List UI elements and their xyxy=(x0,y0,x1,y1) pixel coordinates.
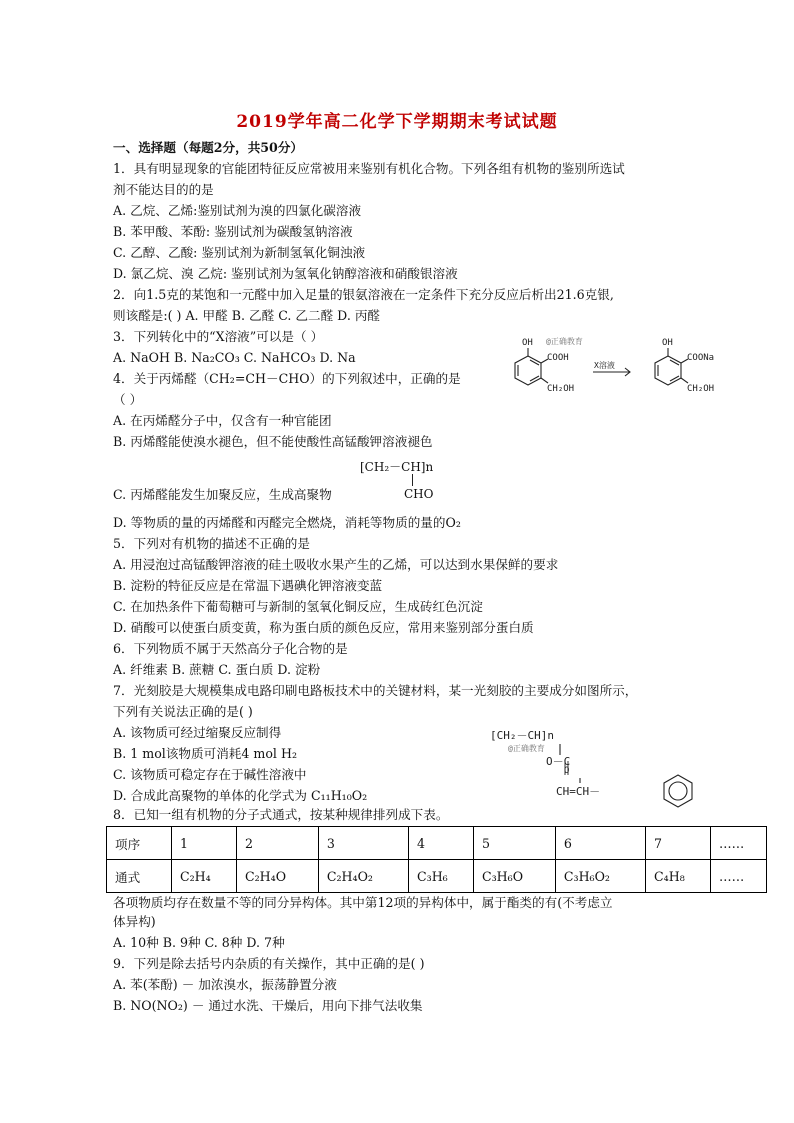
table-cell: 2 xyxy=(236,827,318,860)
q1-option-d: D. 氯乙烷、溴 乙烷: 鉴别试剂为氢氧化钠醇溶液和硝酸银溶液 xyxy=(113,266,458,281)
table-cell: C₂H₄ xyxy=(172,860,237,893)
table-cell: C₃H₆ xyxy=(409,860,474,893)
q9-option-a: A. 苯(苯酚) － 加浓溴水，振荡静置分液 xyxy=(113,977,337,992)
q7-option-d: D. 合成此高聚物的单体的化学式为 C₁₁H₁₀O₂ xyxy=(113,788,368,803)
q3-right-oh-label: OH xyxy=(662,338,673,348)
q4-polymer-main: [CH₂－CH]n xyxy=(360,460,434,474)
q3-right-ch2oh-label: CH₂OH xyxy=(687,384,715,394)
q3-options: A. NaOH B. Na₂CO₃ C. NaHCO₃ D. Na xyxy=(113,350,356,365)
q5-option-c: C. 在加热条件下葡萄糖可与新制的氢氧化铜反应，生成砖红色沉淀 xyxy=(113,599,483,614)
q7-stem-line1: 7．光刻胶是大规模集成电路印刷电路板技术中的关键材料，某一光刻胶的主要成分如图所示， xyxy=(113,683,638,698)
table-row xyxy=(107,860,767,893)
q4-polymer-side: CHO xyxy=(404,487,434,501)
q3-stem: 3．下列转化中的“X溶液”可以是（ ） xyxy=(113,329,324,344)
q7-stem-line2: 下列有关说法正确的是( ) xyxy=(113,704,253,719)
q9-stem: 9．下列是除去括号内杂质的有关操作，其中正确的是( ) xyxy=(113,956,425,971)
q4-stem-line1: 4．关于丙烯醛（CH₂=CH－CHO）的下列叙述中，正确的是 xyxy=(113,371,461,386)
q5-option-b: B. 淀粉的特征反应是在常温下遇碘化钾溶液变蓝 xyxy=(113,578,383,593)
q8-formula-table xyxy=(106,826,767,893)
q3-left-cooh-label: COOH xyxy=(547,353,569,363)
q3-right-coona-label: COONa xyxy=(687,353,715,363)
table-cell: 6 xyxy=(555,827,645,860)
table-cell: …… xyxy=(711,860,767,893)
q5-stem: 5．下列对有机物的描述不正确的是 xyxy=(113,536,310,551)
q7-o-link: O－C xyxy=(546,755,571,768)
table-cell: 项序 xyxy=(107,827,172,860)
q7-structure-diagram xyxy=(488,725,728,810)
q1-option-a: A. 乙烷、乙烯:鉴别试剂为溴的四氯化碳溶液 xyxy=(113,203,362,218)
q3-watermark: @正确教育 xyxy=(546,337,583,346)
q7-option-c: C. 该物质可稳定存在于碱性溶液中 xyxy=(113,767,307,782)
q4-stem-line2: （ ） xyxy=(113,392,143,407)
table-cell: 4 xyxy=(409,827,474,860)
table-row xyxy=(107,827,767,860)
q6-options: A. 纤维素 B. 蔗糖 C. 蛋白质 D. 淀粉 xyxy=(113,662,321,677)
table-cell: C₂H₄O₂ xyxy=(318,860,408,893)
section-heading: 一、选择题（每题2分，共50分） xyxy=(113,140,304,155)
q3-left-oh-label: OH xyxy=(522,338,533,348)
q7-option-a: A. 该物质可经过缩聚反应制得 xyxy=(113,725,282,740)
exam-title: 2019学年高二化学下学期期末考试试题 xyxy=(236,112,558,132)
table-cell: C₂H₄O xyxy=(236,860,318,893)
q8-stem: 8．已知一组有机物的分子式通式，按某种规律排列成下表。 xyxy=(113,807,449,822)
q2-stem-line1: 2．向1.5克的某饱和一元醛中加入足量的银氨溶液在一定条件下充分反应后析出21.6克银, xyxy=(113,287,614,302)
q4-option-b: B. 丙烯醛能使溴水褪色，但不能使酸性高锰酸钾溶液褪色 xyxy=(113,434,433,449)
table-cell: …… xyxy=(711,827,767,860)
table-cell: 5 xyxy=(474,827,556,860)
q8-after-line1: 各项物质均存在数量不等的同分异构体。其中第12项的异构体中，属于酯类的有(不考虑立 xyxy=(113,895,613,910)
q1-option-b: B. 苯甲酸、苯酚: 鉴别试剂为碳酸氢钠溶液 xyxy=(113,224,353,239)
q3-arrow-label: X溶液 xyxy=(594,361,615,370)
table-cell: C₃H₆O xyxy=(474,860,556,893)
table-cell: C₄H₈ xyxy=(646,860,711,893)
table-cell: C₃H₆O₂ xyxy=(555,860,645,893)
table-cell: 7 xyxy=(646,827,711,860)
table-cell: 3 xyxy=(318,827,408,860)
q5-option-a: A. 用浸泡过高锰酸钾溶液的硅土吸收水果产生的乙烯，可以达到水果保鲜的要求 xyxy=(113,557,559,572)
q3-left-ch2oh-label: CH₂OH xyxy=(547,384,575,394)
q7-watermark: @正确教育 xyxy=(508,744,545,753)
q1-stem-line2: 剂不能达目的的是 xyxy=(113,182,214,197)
q4-option-d: D. 等物质的量的丙烯醛和丙醛完全燃烧，消耗等物质的量的O₂ xyxy=(113,515,461,530)
q1-stem-line1: 1．具有明显现象的官能团特征反应常被用来鉴别有机化合物。下列各组有机物的鉴别所选试 xyxy=(113,161,625,176)
q2-stem-line2: 则该醛是:( ) A. 甲醛 B. 乙醛 C. 乙二醛 D. 丙醛 xyxy=(113,308,381,323)
q4-option-c: C. 丙烯醛能发生加聚反应，生成高聚物 xyxy=(113,487,332,502)
q5-option-d: D. 硝酸可以使蛋白质变黄，称为蛋白质的颜色反应，常用来鉴别部分蛋白质 xyxy=(113,620,534,635)
q7-carbonyl-o: O xyxy=(564,766,570,776)
q3-reaction-diagram xyxy=(498,328,728,408)
q7-vinyl: CH=CH－ xyxy=(556,785,601,798)
q8-options: A. 10种 B. 9种 C. 8种 D. 7种 xyxy=(113,935,285,950)
q8-after-line2: 体异构) xyxy=(113,914,156,929)
q4-option-a: A. 在丙烯醛分子中，仅含有一种官能团 xyxy=(113,413,332,428)
table-cell: 通式 xyxy=(107,860,172,893)
q7-option-b: B. 1 mol该物质可消耗4 mol H₂ xyxy=(113,746,297,761)
table-cell: 1 xyxy=(172,827,237,860)
q6-stem: 6．下列物质不属于天然高分子化合物的是 xyxy=(113,641,348,656)
q9-option-b: B. NO(NO₂) － 通过水洗、干燥后，用向下排气法收集 xyxy=(113,998,423,1013)
q1-option-c: C. 乙醇、乙酸: 鉴别试剂为新制氢氧化铜浊液 xyxy=(113,245,366,260)
q7-backbone: [CH₂－CH]n xyxy=(490,729,554,742)
